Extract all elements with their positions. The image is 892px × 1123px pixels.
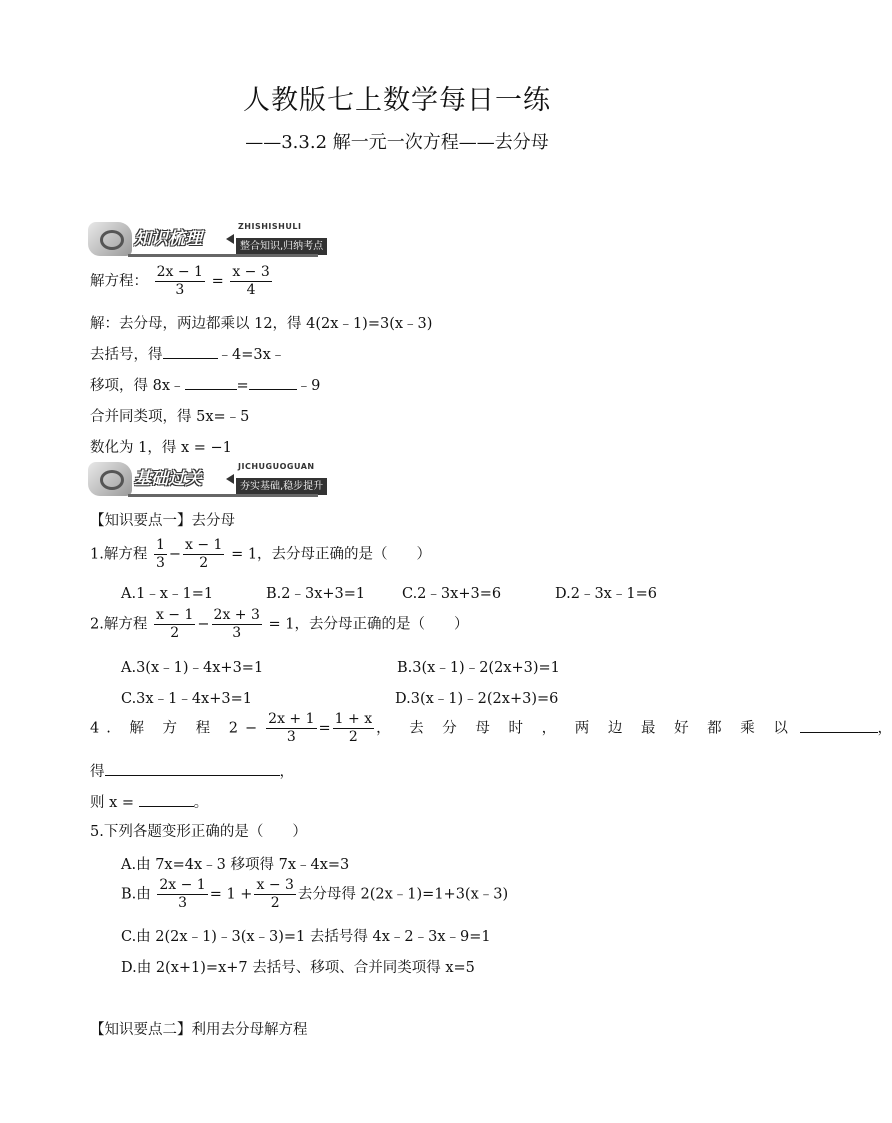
q1-option-b[interactable]: B.2﹣3x+3=1: [266, 586, 366, 602]
q4-line-2: 得 ，: [90, 764, 294, 780]
section-banner-basic: [88, 460, 328, 498]
blank-field[interactable]: [249, 389, 297, 390]
page-title: 人教版七上数学每日一练: [243, 85, 551, 116]
blank-field[interactable]: [800, 732, 878, 733]
banner-tag: 夯实基础,稳步提升: [236, 478, 327, 495]
section-heading-1: 【知识要点一】去分母: [90, 513, 235, 529]
arrow-left-icon: [226, 234, 234, 244]
q1-option-a[interactable]: A.1﹣x﹣1=1: [121, 586, 214, 602]
review-step-2: 去括号，得 ﹣4=3x﹣: [90, 347, 286, 363]
question-2: 2.解方程 $\frac{x - 1}{2}$ − $\frac{2x + 3}{3}$ = 1，去分母正确的是（ ）: [90, 607, 469, 641]
q2-option-a[interactable]: A.3(x﹣1)﹣4x+3=1: [121, 660, 264, 676]
review-step-4: 合并同类项，得 5x=﹣5: [90, 409, 250, 425]
q5-option-b[interactable]: B.由 $\frac{2x - 1}{3}$ = 1 + $\frac{x - 3}{2}$ 去分母得 2(2x﹣1)=1+3(x﹣3): [121, 877, 509, 911]
q1-option-c[interactable]: C.2﹣3x+3=6: [402, 586, 502, 602]
review-step-5: 数化为 1，得 x = −1: [90, 440, 232, 456]
banner-divider: [128, 494, 318, 497]
question-5: 5.下列各题变形正确的是（ ）: [90, 824, 307, 840]
blank-field[interactable]: [105, 775, 280, 776]
review-step-3: 移项，得 8x﹣ = ﹣9: [90, 378, 321, 394]
q2-option-b[interactable]: B.3(x﹣1)﹣2(2x+3)=1: [397, 660, 560, 676]
question-1: 1.解方程 $\frac{1}{3}$ − $\frac{x - 1}{2}$ = 1，去分母正确的是（ ）: [90, 537, 432, 571]
q4-line-3: 则 x = 。: [90, 795, 209, 811]
banner-tag: 整合知识,归纳考点: [236, 238, 327, 255]
cup-icon: [88, 462, 132, 496]
banner-title: 基础过关: [134, 469, 202, 489]
q5-option-a[interactable]: A.由 7x=4x﹣3 移项得 7x﹣4x=3: [121, 857, 350, 873]
banner-pinyin: ZHISHISHULI: [238, 222, 302, 231]
section-banner-review: [88, 220, 328, 258]
q2-option-c[interactable]: C.3x﹣1﹣4x+3=1: [121, 691, 252, 707]
review-equation: 解方程： $\frac{2x - 1}{3}$ = $\frac{x - 3}{4}$: [90, 264, 270, 298]
blank-field[interactable]: [163, 358, 218, 359]
section-heading-2: 【知识要点二】利用去分母解方程: [90, 1022, 308, 1038]
q5-option-d[interactable]: D.由 2(x+1)=x+7 去括号、移项、合并同类项得 x=5: [121, 960, 475, 976]
review-step-1: 解：去分母，两边都乘以 12，得 4(2x﹣1)=3(x﹣3): [90, 316, 433, 332]
blank-field[interactable]: [139, 806, 194, 807]
banner-title: 知识梳理: [134, 229, 202, 249]
blank-field[interactable]: [185, 389, 237, 390]
question-4: 4. 解 方 程 2− $\frac{2x + 1}{3}$ = $\frac{1 + x}{2}$ ， 去 分 母 时 ， 两 边 最 好 都 乘 以 ，: [90, 711, 892, 745]
q5-option-c[interactable]: C.由 2(2x﹣1)﹣3(x﹣3)=1 去括号得 4x﹣2﹣3x﹣9=1: [121, 929, 491, 945]
q1-option-d[interactable]: D.2﹣3x﹣1=6: [555, 586, 657, 602]
tape-icon: [88, 222, 132, 256]
arrow-left-icon: [226, 474, 234, 484]
banner-pinyin: JICHUGUOGUAN: [238, 462, 315, 471]
q2-option-d[interactable]: D.3(x﹣1)﹣2(2x+3)=6: [395, 691, 559, 707]
page-subtitle: ——3.3.2 解一元一次方程——去分母: [245, 132, 549, 153]
banner-divider: [128, 254, 318, 257]
